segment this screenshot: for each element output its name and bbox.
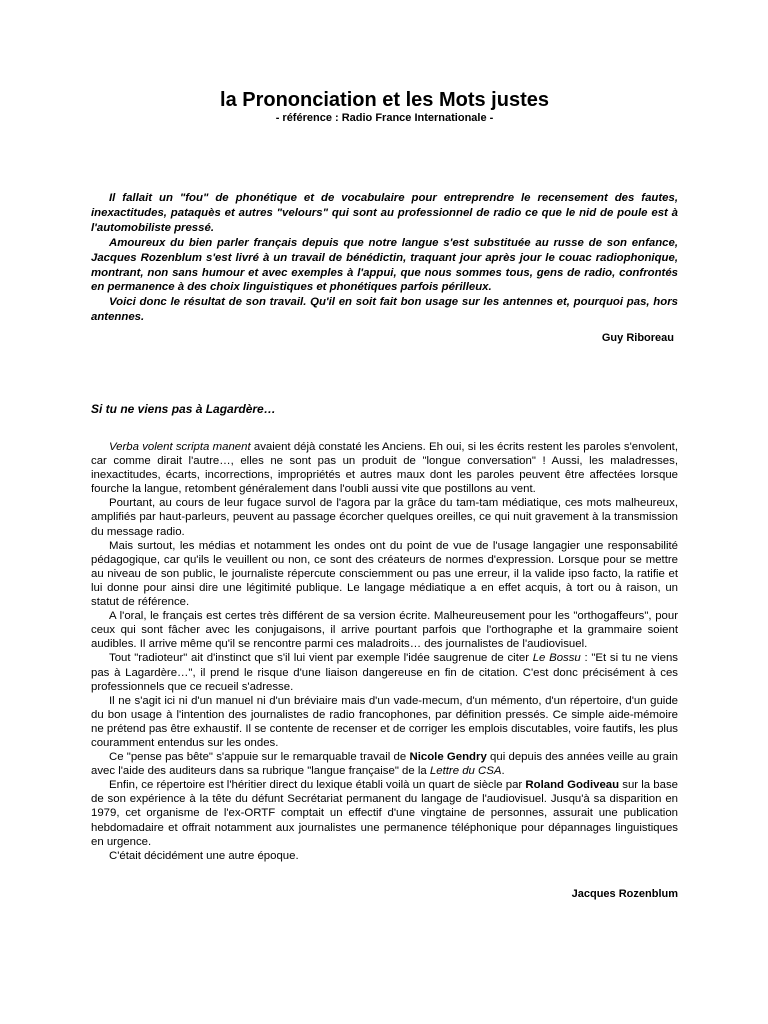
document-subtitle: - référence : Radio France Internationale - (275, 112, 494, 124)
body-signature: Jacques Rozenblum (571, 888, 678, 900)
paragraph-text: sur la base de son expérience à la tête du défunt Secrétariat permanent du langage de l'audiovisuel. Jusqu'à sa disparition en 1979, cet organisme de l'ex-ORTF comptait un effectif d'une vingtaine de personnes, assurait une publication hebdomadaire et offrait notamment aux journalistes une permanence téléphonique pour dépannages linguistiques en urgence. (91, 779, 679, 848)
body-paragraph (91, 440, 678, 496)
preface (91, 191, 678, 325)
body-paragraph: Mais surtout, les médias et notamment les ondes ont du point de vue de l'usage langagier une responsabilité pédagogique, car qu'ils le veuillent ou non, ce sont des créateurs de normes d'expression. Lorsque pour se mettre au niveau de son public, le journaliste répercute consciemment ou pas une erreur, il la valide ipso facto, la ratifie et lui donne pour ainsi dire une légitimité publique. Le langage médiatique a en effet acquis, à tort ou à raison, un statut de référence. (91, 539, 678, 609)
paragraph-text: qui depuis des années veille au grain avec l'aide des auditeurs dans sa rubrique "langue française" de la (91, 751, 678, 778)
latin-quote: Verba volent scripta manent (109, 441, 251, 453)
body-paragraph: A l'oral, le français est certes très différent de sa version écrite. Malheureusement pour les "orthogaffeurs", pour ceux qui sont fâcher avec les conjugaisons, il arrive pourtant parfois que l'orthographe et la grammaire soient audibles. Il arrive même qu'il se rencontre parmi ces maladroits… des journalistes de l'audiovisuel. (91, 610, 678, 651)
body-paragraph: Il ne s'agit ici ni d'un manuel ni d'un bréviaire mais d'un vade-mecum, d'un mémento, d'un répertoire, d'un guide du bon usage à l'intention des journalistes de radio francophones, par définition pressés. Ce simple aide-mémoire ne prétend pas être exhaustif. Il se contente de recenser et de corriger les emplois discutables, voire fautifs, les plus couramment entendus sur les ondes. (91, 694, 678, 749)
preface-paragraph: Amoureux du bien parler français depuis que notre langue s'est substituée au russe de son enfance, Jacques Rozenblum s'est livré à un travail de bénédictin, traquant jour après jour le couac radiophonique, montrant, non sans humour et avec exemples à l'appui, que nous sommes tous, gens de radio, confrontés en permanence à des choix linguistiques et phonétiques parfois périlleux. (91, 236, 678, 294)
paragraph-text: . (501, 765, 505, 778)
paragraph-text: avaient déjà constaté les Anciens. Eh oui, si les écrits restent les paroles s'envolent, car comme dirait l'autre…, elles ne sont pas un produit de "longue conversation" ! Aussi, les maladresses, inexactitudes, écarts, incorrections, impropriétés et autres maux dont les paroles peuvent être affectées lorsque fourche la langue, retombent généralement dans l'oubli aussi vite que postillons au vent. (91, 441, 678, 496)
body-paragraph (91, 778, 678, 848)
person-name: Nicole Gendry (409, 751, 487, 764)
paragraph-text: Ce "pense pas bête" s'appuie sur le remarquable travail de (109, 751, 410, 764)
preface-signature: Guy Riboreau (601, 332, 674, 344)
body-paragraph: Pourtant, au cours de leur fugace survol de l'agora par la grâce du tam-tam médiatique, ces mots malheureux, amplifiés par haut-parleurs, peuvent au passage écorcher quelques oreilles, ce qui nuit gravement à la transmission du message radio. (91, 497, 678, 538)
body-text (91, 440, 678, 863)
body-paragraph (91, 750, 678, 778)
book-title: Le Bossu (532, 652, 581, 665)
document-page (91, 0, 678, 1024)
paragraph-text: : "Et si tu ne viens pas à Lagardère…", il prend le risque d'une liaison dangereuse en fin de citation. C'est donc précisément à ces professionnels que ce recueil s'adresse. (91, 652, 678, 693)
document-title: la Prononciation et les Mots justes (220, 89, 549, 111)
person-name: Roland Godiveau (525, 779, 620, 792)
paragraph-text: Tout "radioteur" ait d'instinct que s'il lui vient par exemple l'idée saugrenue de citer (109, 652, 533, 665)
body-paragraph: C'était décidément une autre époque. (109, 849, 299, 862)
preface-paragraph: Voici donc le résultat de son travail. Qu'il en soit fait bon usage sur les antennes et, pourquoi pas, hors antennes. (91, 296, 678, 324)
publication-title: Lettre du CSA (429, 765, 502, 778)
body-paragraph (91, 651, 678, 693)
preface-paragraph: Il fallait un "fou" de phonétique et de vocabulaire pour entreprendre le recensement des fautes, inexactitudes, pataquès et autres "velours" qui sont au professionnel de radio ce que le nid de poule est à l'automobiliste pressé. (91, 192, 678, 234)
section-title: Si tu ne viens pas à Lagardère… (91, 402, 276, 416)
paragraph-text: Enfin, ce répertoire est l'héritier direct du lexique établi voilà un quart de siècle par (109, 779, 526, 792)
